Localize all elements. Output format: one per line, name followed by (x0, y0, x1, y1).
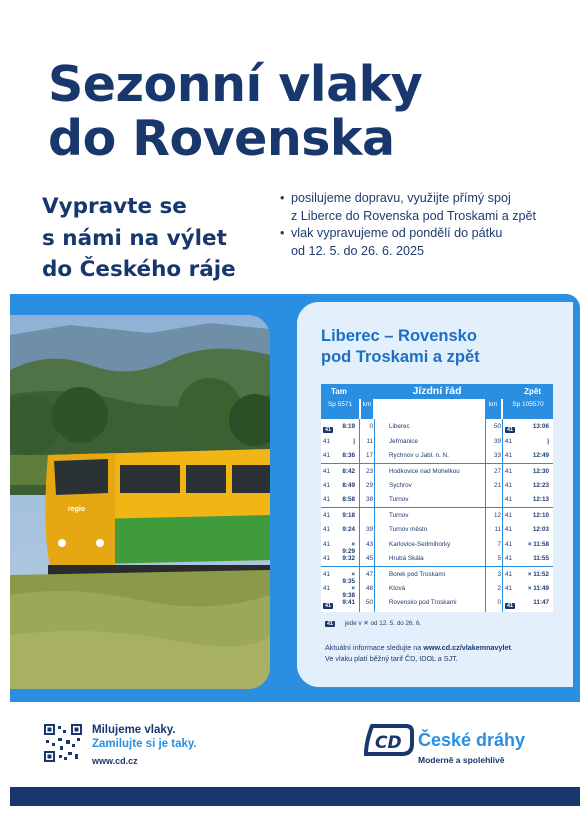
km-there: 48 (365, 584, 373, 592)
km-back: 0 (497, 599, 501, 607)
departure-there: 8:42 (342, 468, 355, 476)
km-back: 11 (494, 525, 501, 533)
left-badge: 41 (323, 481, 331, 489)
slogan-fall-in-love: Zamilujte si je taky. (92, 738, 197, 750)
timetable-title (321, 326, 480, 368)
left-badge: 41 (323, 437, 331, 445)
timetable-body (321, 419, 553, 612)
departure-there: 9:18 (342, 512, 355, 520)
brand-slogan: Moderně a spolehlivě (418, 755, 505, 765)
timetable-row (321, 448, 553, 463)
timetable-header (321, 384, 553, 399)
subtitle-line-1: Vypravte se (42, 194, 187, 219)
timetable-row (321, 522, 553, 537)
left-badge: 41 (323, 555, 331, 563)
station-name: Borek pod Troskami (389, 570, 445, 578)
departure-back: | (547, 437, 549, 445)
bullet-1-line-2: z Liberce do Rovenska pod Troskami a zpět (291, 208, 537, 223)
footer-website[interactable]: www.cd.cz (92, 756, 138, 766)
departure-there: 9:24 (342, 525, 355, 533)
bullet-2-line-2: od 12. 5. do 26. 6. 2025 (291, 243, 425, 258)
departure-back: 12:30 (532, 468, 549, 476)
km-back: 21 (493, 481, 501, 489)
station-name: Sychrov (389, 481, 412, 489)
departure-there: 9:41 (342, 599, 355, 607)
right-badge: 41 (505, 540, 513, 548)
km-there: 47 (365, 570, 373, 578)
km-there: 43 (365, 540, 373, 548)
km-there: 39 (365, 525, 373, 533)
svg-text:CD: CD (375, 733, 402, 753)
timetable-title-line-1: Liberec – Rovensko (321, 327, 477, 345)
km-back: 27 (493, 468, 501, 476)
subtitle-line-3: do Českého ráje (42, 257, 236, 282)
left-badge: 41 (323, 512, 331, 520)
km-there: 23 (365, 468, 373, 476)
website-link[interactable]: www.cd.cz/vlakemnavylet (423, 643, 511, 652)
timetable-row (321, 551, 553, 566)
km-right-label: km (485, 399, 501, 419)
left-badge: 41 (323, 525, 331, 533)
left-badge: 41 (323, 468, 331, 476)
title-line-2: do Rovenska (48, 110, 395, 167)
timetable-row (321, 507, 553, 522)
qr-code[interactable] (44, 724, 82, 762)
header-direction-back: Zpět (524, 387, 541, 396)
km-there: 11 (366, 437, 373, 445)
slogan-love: Milujeme vlaky. (92, 724, 176, 736)
station-name: Turnov (389, 496, 409, 504)
left-badge: 41 (323, 570, 331, 578)
station-name: Jeřmanice (389, 437, 419, 445)
timetable-subheader (321, 399, 553, 419)
brand-name: České dráhy (418, 730, 526, 750)
bullet-2 (280, 225, 536, 260)
timetable-row (321, 581, 553, 599)
train-number-right: Sp 105570 (503, 399, 553, 419)
km-there: 38 (365, 496, 373, 504)
timetable-note (325, 642, 555, 664)
km-back: 33 (493, 452, 501, 460)
timetable-row: 41 9:41 50 Rovensko pod Troskami 0 41 11:47 (325, 599, 549, 610)
right-badge: 41 (505, 570, 513, 578)
km-back: 3 (497, 570, 501, 578)
right-badge: 41 (505, 468, 513, 476)
departure-there: × 9:38 (342, 584, 355, 599)
timetable-row (321, 566, 553, 585)
bullet-1 (280, 190, 536, 225)
timetable-row (321, 463, 553, 478)
km-back: 39 (493, 437, 501, 445)
right-badge: 41 (505, 584, 513, 592)
departure-back: 12:10 (532, 512, 549, 520)
departure-there: 8:36 (342, 452, 355, 460)
bullet-2-line-1: • vlak vypravujeme od pondělí do pátku (291, 226, 503, 240)
subtitle-line-2: s námi na výlet (42, 225, 227, 251)
right-badge: 41 (505, 525, 513, 533)
header-direction-there: Tam (331, 387, 347, 396)
station-name: Hrubá Skála (389, 555, 424, 563)
column-divider (485, 419, 486, 612)
km-left-label: km (361, 399, 373, 419)
km-back: 7 (497, 540, 501, 548)
timetable-panel (297, 302, 573, 687)
left-badge: 41 (323, 496, 331, 504)
train-label: regio (68, 506, 86, 513)
departure-back: × 11:52 (527, 570, 549, 578)
departure-back: × 11:58 (527, 540, 549, 548)
column-divider (374, 419, 375, 612)
timetable-row (321, 478, 553, 493)
departure-back: × 11:49 (527, 584, 549, 592)
column-divider (359, 419, 360, 612)
column-divider (502, 419, 503, 612)
right-badge: 41 (505, 452, 513, 460)
departure-back: 12:13 (532, 496, 549, 504)
cd-logo-icon (362, 722, 414, 758)
departure-there: 8:49 (342, 481, 355, 489)
right-badge: 41 (505, 512, 513, 520)
right-badge: 41 (505, 496, 513, 504)
note-line-1: Aktuální informace sledujte na www.cd.cz/vlakemnavylet. (325, 643, 513, 652)
departure-there: 8:58 (342, 496, 355, 504)
km-back: 50 (493, 423, 501, 430)
footer-bar (10, 787, 580, 806)
departure-there: 9:32 (342, 555, 355, 563)
departure-there: × 9:29 (342, 540, 355, 555)
timetable-row (321, 434, 553, 449)
station-name: Rovensko pod Troskami (389, 599, 457, 607)
departure-there: 8:19 (342, 423, 355, 430)
km-back: 12 (493, 512, 501, 520)
station-name: Hodkovice nad Mohelkou (389, 468, 460, 476)
timetable-footnote (325, 620, 421, 627)
footnote-text: jede v ✕ od 12. 5. do 26. 6. (344, 620, 422, 627)
title-line-1: Sezonní vlaky (48, 56, 423, 113)
bullet-1-line-1: • posilujeme dopravu, využijte přímý spoj (291, 191, 511, 205)
departure-back: 12:03 (532, 525, 549, 533)
km-there: 45 (365, 555, 373, 563)
timetable-row (321, 492, 553, 507)
departure-back: 11:47 (533, 599, 549, 607)
train-number-left: Sp 5571 (321, 399, 359, 419)
station-name: Rychnov u Jabl. n. N. (389, 452, 449, 460)
km-back: 5 (497, 555, 501, 563)
departure-back: 12:23 (532, 481, 549, 489)
station-name: Liberec (389, 423, 410, 430)
right-badge: 41 (505, 555, 513, 563)
left-badge: 41 (323, 540, 331, 548)
departure-there: | (353, 437, 355, 445)
station-name: Turnov (389, 512, 409, 520)
footnote-badge: 41 (327, 621, 334, 627)
note-line-2: Ve vlaku platí běžný tarif ČD, IDOL a SJT. (325, 654, 458, 663)
station-name: Turnov město (389, 525, 428, 533)
km-back: 2 (497, 584, 501, 592)
left-badge: 41 (323, 584, 331, 592)
train-photo (10, 315, 270, 689)
departure-back: 12:49 (532, 452, 549, 460)
station-name: Ktová (389, 584, 406, 592)
info-bullets (280, 190, 536, 260)
timetable-row (321, 537, 553, 555)
right-badge: 41 (505, 481, 513, 489)
timetable-title-line-2: pod Troskami a zpět (321, 348, 480, 366)
km-there: 29 (365, 481, 373, 489)
train (45, 449, 270, 579)
km-there: 0 (369, 423, 373, 430)
station-name: Karlovice-Sedmihorky (389, 540, 451, 548)
departure-there: × 9:35 (342, 570, 355, 585)
km-there: 50 (365, 599, 373, 607)
train-photo-illustration (10, 315, 270, 689)
km-there: 17 (365, 452, 373, 460)
page-title (48, 58, 422, 166)
left-badge: 41 (323, 452, 331, 460)
header-timetable: Jízdní řád (412, 385, 462, 397)
departure-back: 11:55 (533, 555, 549, 563)
right-badge: 41 (505, 437, 513, 445)
departure-back: 13:06 (532, 423, 549, 430)
subtitle (42, 191, 236, 286)
timetable-row: 41 8:19 0 Liberec 50 41 13:06 (325, 423, 549, 433)
